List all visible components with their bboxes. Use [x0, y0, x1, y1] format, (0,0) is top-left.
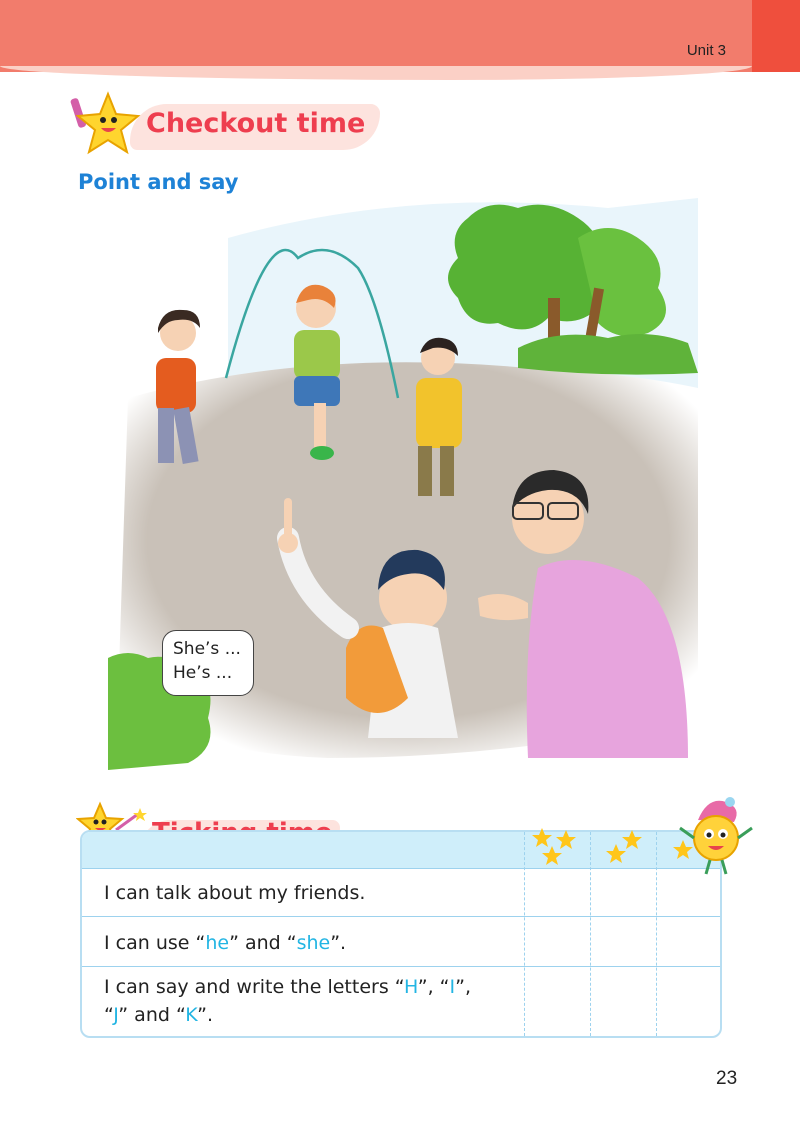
- two-star-rating-icon: [604, 828, 646, 868]
- row-text: I can say and write the letters “H”, “I”, “J” and “K”.: [104, 976, 471, 1026]
- unit-label: Unit 3: [686, 42, 726, 59]
- header-band: [0, 0, 752, 72]
- page-number: 23: [716, 1068, 738, 1089]
- header-tab: [752, 0, 800, 72]
- point-and-say-heading: Point and say: [78, 170, 239, 194]
- table-row: [82, 916, 720, 967]
- bubble-line-2: He’s ...: [173, 663, 233, 683]
- table-row: [82, 868, 720, 917]
- three-star-rating-icon: [530, 826, 582, 870]
- checkout-title: Checkout time: [146, 108, 366, 139]
- row-text: I can use “he” and “she”.: [104, 932, 347, 954]
- row-text: I can talk about my friends.: [104, 882, 366, 904]
- speech-bubble: [162, 630, 254, 696]
- star-mascot-icon: [70, 90, 142, 156]
- table-row: [82, 966, 720, 1038]
- bubble-line-1: She’s ...: [173, 639, 241, 659]
- jester-mascot-icon: [676, 794, 756, 878]
